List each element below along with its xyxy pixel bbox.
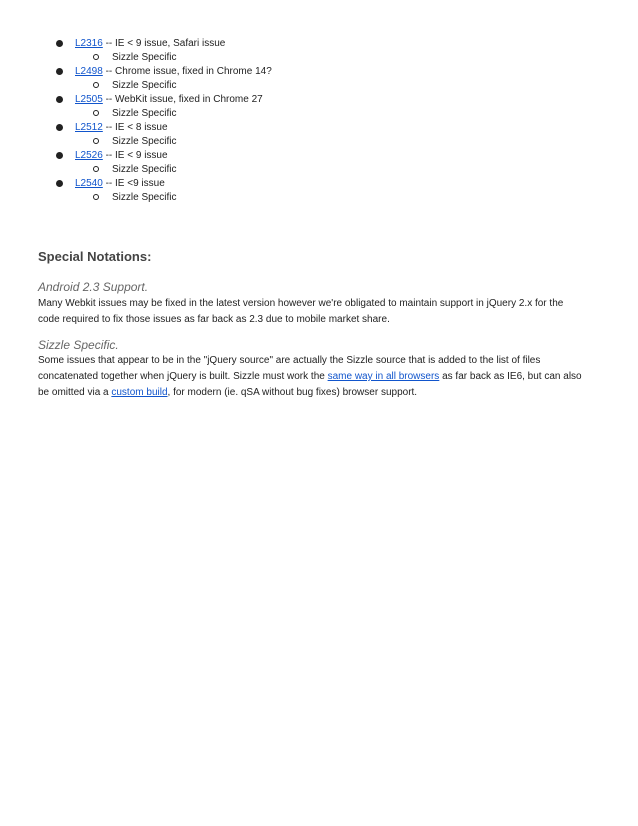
- issue-description: -- IE < 9 issue, Safari issue: [102, 38, 226, 49]
- same-way-link[interactable]: same way in all browsers: [327, 371, 440, 382]
- list-item: [0, 65, 638, 93]
- issue-link[interactable]: L2540: [75, 178, 103, 189]
- subheading-sizzle-specific: Sizzle Specific.: [38, 338, 119, 352]
- issue-description: -- IE <9 issue: [102, 178, 165, 189]
- custom-build-link[interactable]: custom build: [111, 387, 168, 398]
- issue-sub-note: Sizzle Specific: [112, 136, 177, 147]
- list-item: [0, 37, 638, 65]
- section-heading-special-notations: Special Notations:: [38, 249, 152, 264]
- issue-list: [0, 37, 638, 205]
- issue-link[interactable]: L2316: [75, 38, 103, 49]
- issue-line: [75, 121, 168, 135]
- subheading-android-support: Android 2.3 Support.: [38, 280, 149, 294]
- issue-link[interactable]: L2505: [75, 94, 103, 105]
- hollow-bullet-icon: [93, 82, 99, 88]
- issue-sub-note: Sizzle Specific: [112, 108, 177, 119]
- bullet-icon: [56, 96, 63, 103]
- hollow-bullet-icon: [93, 166, 99, 172]
- issue-description: -- IE < 9 issue: [102, 150, 168, 161]
- paragraph-line: [38, 385, 604, 401]
- list-item: [0, 177, 638, 205]
- issue-sub-note: Sizzle Specific: [112, 80, 177, 91]
- paragraph-line: Many Webkit issues may be fixed in the latest version however we're obligated to maintain support in jQuery 2.x for the: [38, 298, 564, 309]
- issue-description: -- IE < 8 issue: [102, 122, 168, 133]
- list-item: [0, 149, 638, 177]
- hollow-bullet-icon: [93, 54, 99, 60]
- paragraph-text: as far back as IE6, but can also: [439, 371, 582, 382]
- bullet-icon: [56, 180, 63, 187]
- paragraph-line: [38, 369, 604, 385]
- issue-link[interactable]: L2512: [75, 122, 103, 133]
- paragraph-text: concatenated together when jQuery is built. Sizzle must work the: [38, 371, 328, 382]
- bullet-icon: [56, 152, 63, 159]
- issue-sub-note: Sizzle Specific: [112, 164, 177, 175]
- sizzle-specific-paragraph: [38, 353, 604, 401]
- issue-description: -- Chrome issue, fixed in Chrome 14?: [102, 66, 272, 77]
- android-support-paragraph: [38, 296, 604, 328]
- issue-link[interactable]: L2526: [75, 150, 103, 161]
- issue-line: [75, 177, 165, 191]
- list-item: [0, 93, 638, 121]
- issue-link[interactable]: L2498: [75, 66, 103, 77]
- issue-line: [75, 149, 168, 163]
- issue-sub-note: Sizzle Specific: [112, 52, 177, 63]
- issue-line: [75, 37, 225, 51]
- bullet-icon: [56, 124, 63, 131]
- issue-line: [75, 65, 272, 79]
- paragraph-line: Some issues that appear to be in the "jQuery source" are actually the Sizzle source that is added to the list of files: [38, 355, 541, 366]
- hollow-bullet-icon: [93, 194, 99, 200]
- list-item: [0, 121, 638, 149]
- paragraph-line: code required to fix those issues as far back as 2.3 due to mobile market share.: [38, 314, 390, 325]
- paragraph-text: , for modern (ie. qSA without bug fixes) browser support.: [167, 387, 418, 398]
- issue-line: [75, 93, 263, 107]
- paragraph-text: be omitted via a: [38, 387, 112, 398]
- bullet-icon: [56, 68, 63, 75]
- issue-sub-note: Sizzle Specific: [112, 192, 177, 203]
- hollow-bullet-icon: [93, 110, 99, 116]
- hollow-bullet-icon: [93, 138, 99, 144]
- issue-description: -- WebKit issue, fixed in Chrome 27: [102, 94, 263, 105]
- bullet-icon: [56, 40, 63, 47]
